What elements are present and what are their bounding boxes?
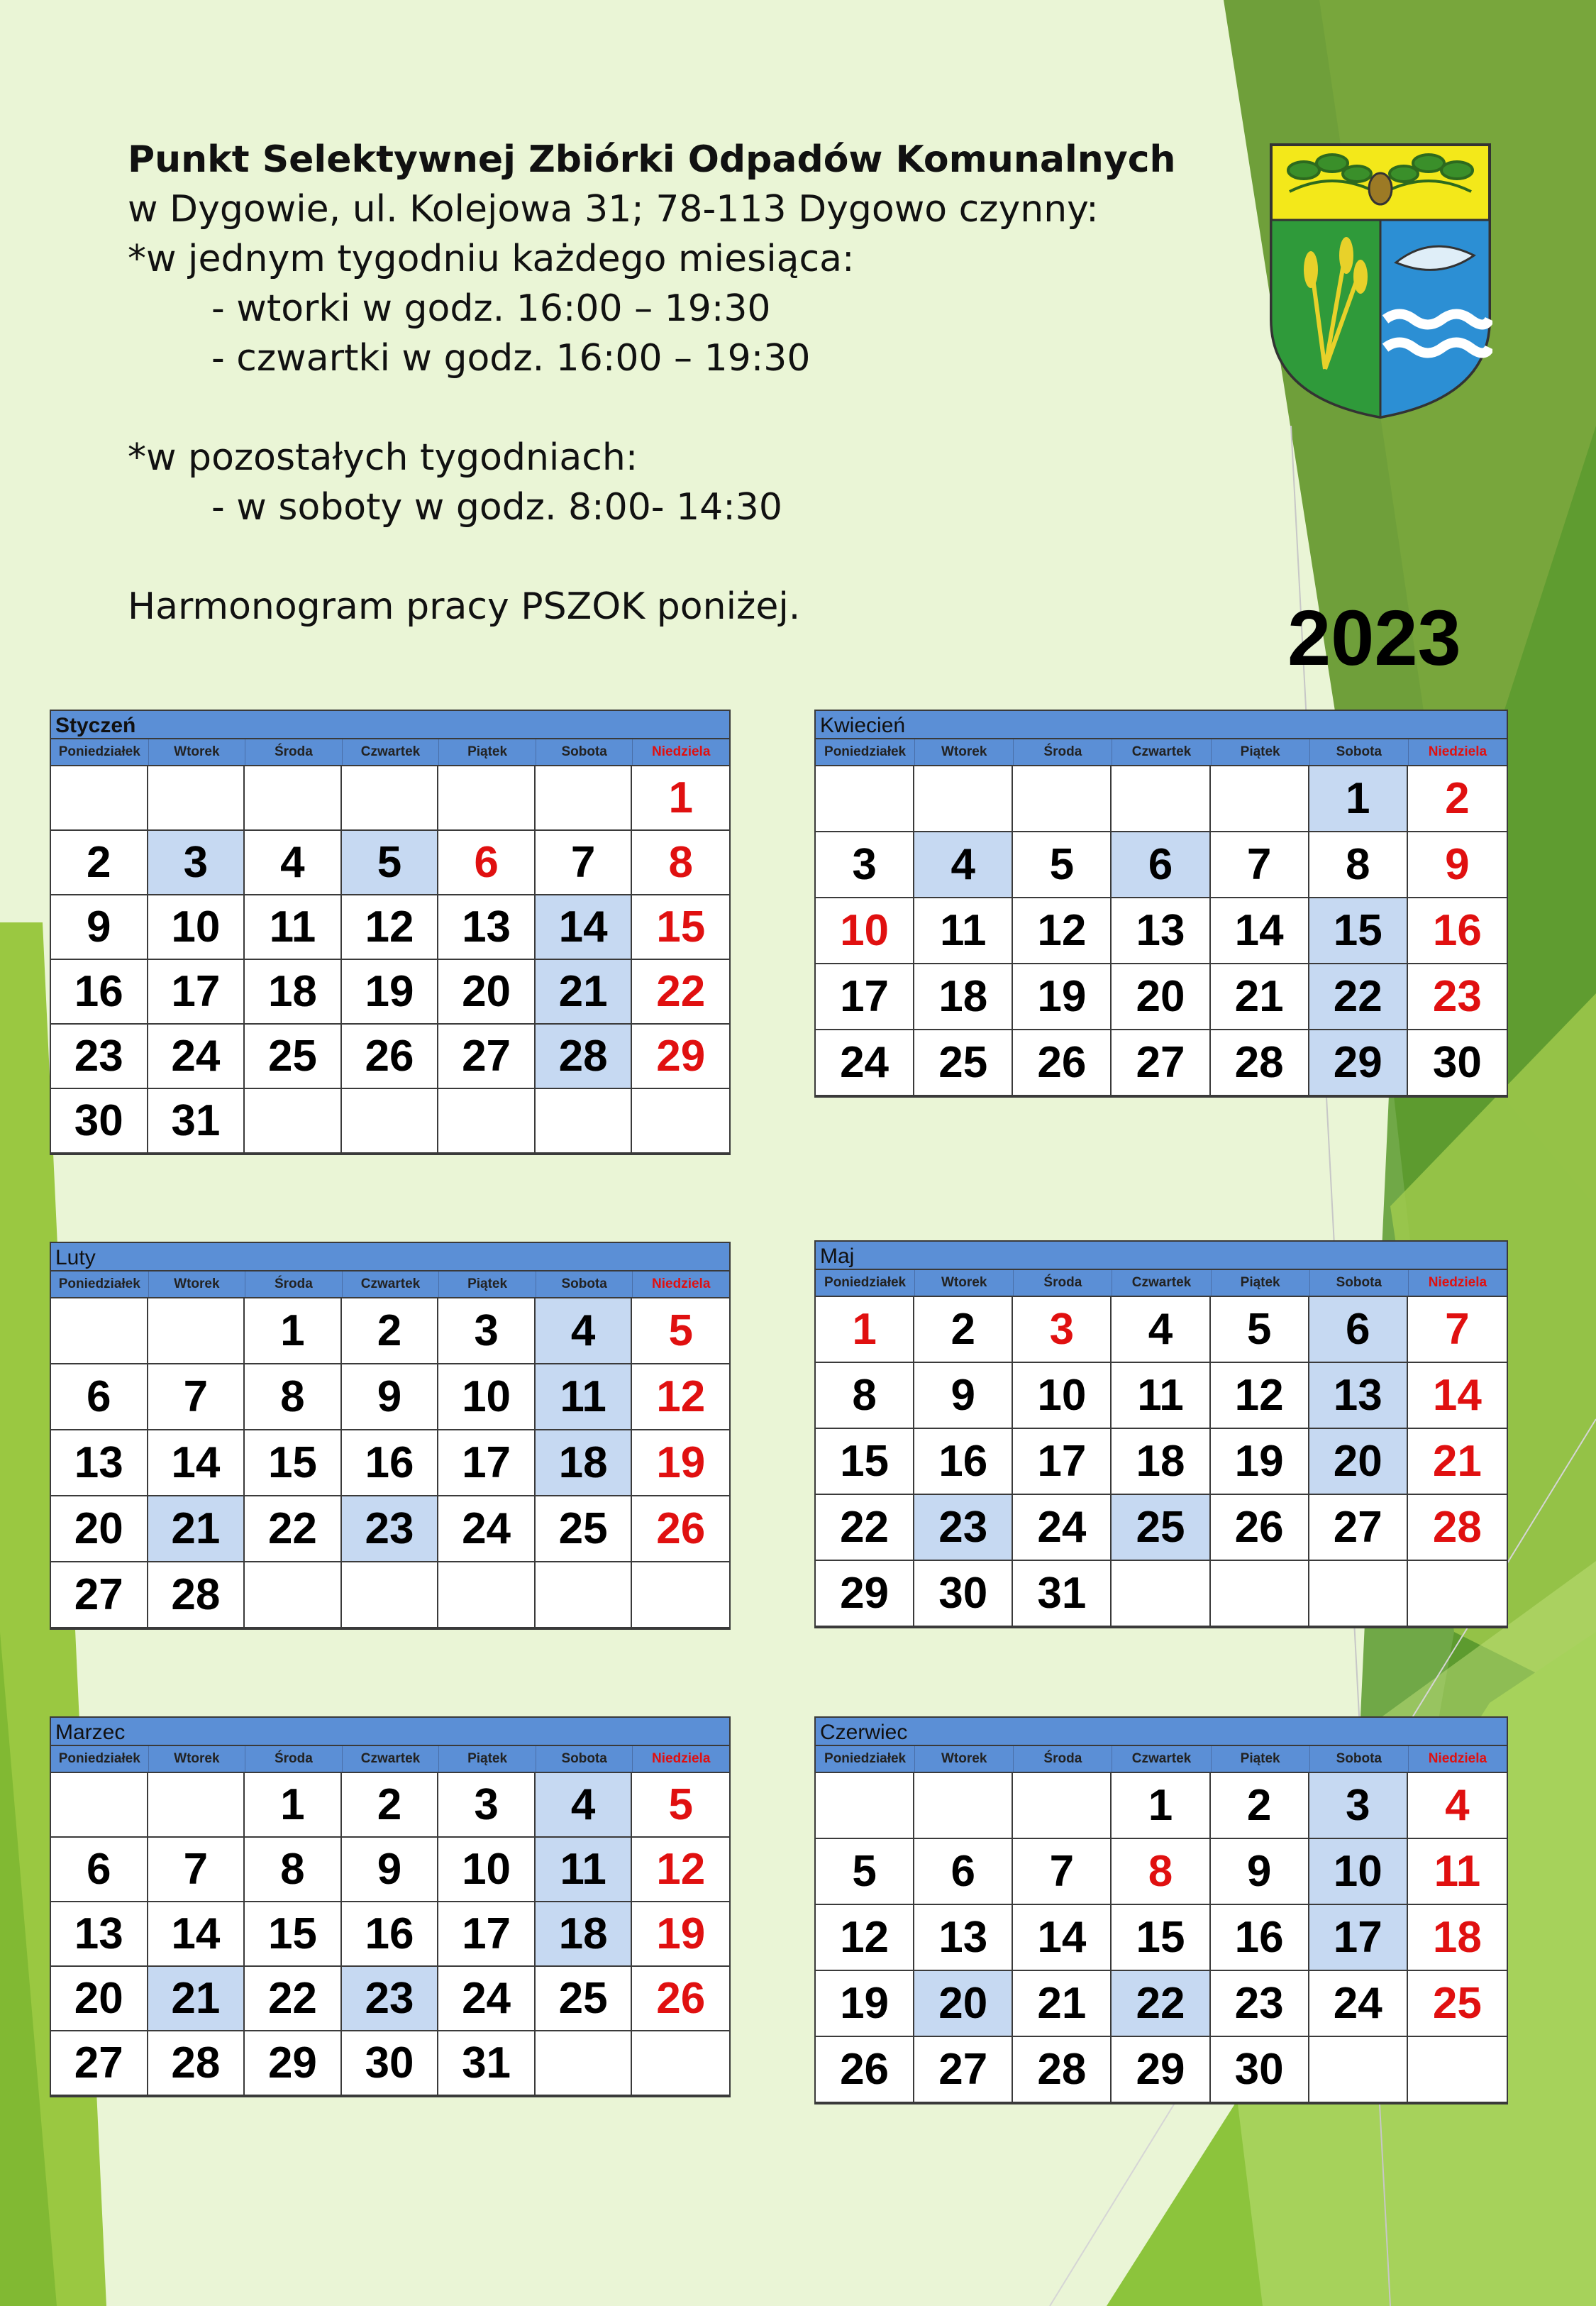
day-cell: 11 — [1112, 1363, 1210, 1429]
day-cell: 21 — [1408, 1429, 1507, 1495]
day-cell: 30 — [51, 1089, 148, 1154]
day-cell: 17 — [438, 1430, 536, 1496]
empty-day-cell — [632, 1089, 729, 1154]
empty-day-cell — [438, 766, 536, 831]
day-cell: 24 — [816, 1030, 914, 1096]
day-cell: 25 — [245, 1025, 342, 1089]
info-schedule-other: *w pozostałych tygodniach: — [128, 436, 638, 479]
day-cell: 26 — [342, 1025, 439, 1089]
empty-day-cell — [1309, 2037, 1408, 2103]
info-schedule-monthly: *w jednym tygodniu każdego miesiąca: — [128, 238, 855, 280]
day-cell: 22 — [1309, 964, 1408, 1030]
empty-day-cell — [1112, 1561, 1210, 1627]
weekday-label: Poniedziałek — [824, 1275, 907, 1290]
day-cell: 8 — [632, 831, 729, 895]
day-cell: 29 — [1112, 2037, 1210, 2103]
day-cell: 30 — [1408, 1030, 1507, 1096]
weekday-label: Piątek — [1211, 1270, 1309, 1296]
weekday-header-row — [814, 1746, 1508, 1773]
month-calendar-june — [814, 1716, 1508, 2104]
day-cell: 5 — [1211, 1297, 1309, 1363]
day-cell: 16 — [51, 960, 148, 1025]
day-cell: 4 — [914, 832, 1013, 898]
day-grid — [50, 1773, 731, 2097]
day-cell: 13 — [1112, 898, 1210, 964]
day-cell: 14 — [1408, 1363, 1507, 1429]
empty-day-cell — [148, 766, 245, 831]
weekday-label: Piątek — [438, 1746, 536, 1772]
day-cell: 10 — [1013, 1363, 1112, 1429]
empty-day-cell — [1112, 766, 1210, 832]
day-cell: 29 — [632, 1025, 729, 1089]
month-calendar-march — [50, 1716, 731, 2097]
day-cell: 13 — [51, 1902, 148, 1967]
day-cell: 10 — [148, 895, 245, 960]
day-cell: 25 — [1112, 1495, 1210, 1561]
weekday-label: Czwartek — [1112, 1270, 1210, 1296]
day-cell: 24 — [438, 1967, 536, 2031]
day-cell: 2 — [1211, 1773, 1309, 1839]
day-cell: 7 — [1408, 1297, 1507, 1363]
day-cell: 8 — [245, 1838, 342, 1902]
day-cell: 2 — [342, 1773, 439, 1838]
day-cell: 15 — [245, 1902, 342, 1967]
info-saturday-hours: - w soboty w godz. 8:00- 14:30 — [211, 486, 782, 529]
day-cell: 26 — [816, 2037, 914, 2103]
day-cell: 18 — [536, 1430, 633, 1496]
day-cell: 23 — [51, 1025, 148, 1089]
day-cell: 14 — [1211, 898, 1309, 964]
day-cell: 23 — [342, 1967, 439, 2031]
day-cell: 28 — [1211, 1030, 1309, 1096]
day-cell: 3 — [148, 831, 245, 895]
day-cell: 15 — [245, 1430, 342, 1496]
day-cell: 24 — [148, 1025, 245, 1089]
day-cell: 12 — [816, 1905, 914, 1971]
weekday-label: Sobota — [536, 1271, 633, 1297]
day-cell: 9 — [1211, 1839, 1309, 1905]
weekday-label: Sobota — [1309, 1746, 1408, 1772]
day-cell: 14 — [148, 1902, 245, 1967]
day-cell: 11 — [245, 895, 342, 960]
day-cell: 22 — [245, 1967, 342, 2031]
empty-day-cell — [632, 1562, 729, 1628]
day-cell: 29 — [1309, 1030, 1408, 1096]
day-cell: 10 — [438, 1364, 536, 1430]
day-cell: 2 — [51, 831, 148, 895]
day-cell: 5 — [632, 1773, 729, 1838]
weekday-label: Piątek — [438, 739, 536, 765]
day-cell: 7 — [1211, 832, 1309, 898]
day-cell: 1 — [632, 766, 729, 831]
weekday-label: Wtorek — [914, 739, 1013, 765]
day-cell: 7 — [148, 1838, 245, 1902]
day-cell: 18 — [1112, 1429, 1210, 1495]
weekday-label: Poniedziałek — [58, 1751, 140, 1766]
day-cell: 16 — [342, 1430, 439, 1496]
day-cell: 13 — [51, 1430, 148, 1496]
day-cell: 20 — [914, 1971, 1013, 2037]
day-cell: 25 — [1408, 1971, 1507, 2037]
day-cell: 9 — [51, 895, 148, 960]
day-cell: 6 — [438, 831, 536, 895]
empty-day-cell — [342, 1562, 439, 1628]
weekday-label: Niedziela — [1408, 1746, 1507, 1772]
day-cell: 11 — [1408, 1839, 1507, 1905]
day-cell: 31 — [1013, 1561, 1112, 1627]
day-grid — [50, 766, 731, 1155]
month-title: Luty — [50, 1242, 731, 1271]
weekday-label: Piątek — [1211, 1746, 1309, 1772]
day-cell: 6 — [1309, 1297, 1408, 1363]
weekday-label: Czwartek — [1112, 1746, 1210, 1772]
day-cell: 18 — [245, 960, 342, 1025]
day-cell: 8 — [1112, 1839, 1210, 1905]
empty-day-cell — [536, 2031, 633, 2096]
day-cell: 3 — [438, 1773, 536, 1838]
weekday-header-row — [814, 1270, 1508, 1297]
day-cell: 12 — [1013, 898, 1112, 964]
weekday-header-row — [50, 739, 731, 766]
day-cell: 1 — [1112, 1773, 1210, 1839]
weekday-label: Wtorek — [148, 1271, 245, 1297]
day-cell: 27 — [1112, 1030, 1210, 1096]
empty-day-cell — [438, 1562, 536, 1628]
day-cell: 10 — [1309, 1839, 1408, 1905]
empty-day-cell — [342, 1089, 439, 1154]
empty-day-cell — [51, 766, 148, 831]
day-cell: 10 — [438, 1838, 536, 1902]
day-cell: 11 — [536, 1364, 633, 1430]
empty-day-cell — [816, 766, 914, 832]
empty-day-cell — [51, 1773, 148, 1838]
empty-day-cell — [148, 1773, 245, 1838]
day-cell: 19 — [342, 960, 439, 1025]
empty-day-cell — [245, 1089, 342, 1154]
day-cell: 3 — [438, 1298, 536, 1364]
day-cell: 9 — [1408, 832, 1507, 898]
month-calendar-may — [814, 1240, 1508, 1628]
day-cell: 29 — [816, 1561, 914, 1627]
day-cell: 28 — [148, 1562, 245, 1628]
weekday-header-row — [814, 739, 1508, 766]
weekday-label: Środa — [1013, 1746, 1112, 1772]
empty-day-cell — [1309, 1561, 1408, 1627]
day-cell: 26 — [1013, 1030, 1112, 1096]
day-cell: 8 — [1309, 832, 1408, 898]
day-cell: 26 — [632, 1967, 729, 2031]
day-cell: 1 — [245, 1298, 342, 1364]
day-cell: 31 — [438, 2031, 536, 2096]
empty-day-cell — [1013, 1773, 1112, 1839]
weekday-label: Wtorek — [914, 1270, 1013, 1296]
empty-day-cell — [438, 1089, 536, 1154]
month-calendar-january — [50, 710, 731, 1155]
day-cell: 22 — [245, 1496, 342, 1562]
day-cell: 18 — [1408, 1905, 1507, 1971]
day-cell: 24 — [1309, 1971, 1408, 2037]
day-cell: 2 — [914, 1297, 1013, 1363]
day-cell: 14 — [536, 895, 633, 960]
weekday-label: Poniedziałek — [58, 1276, 140, 1291]
empty-day-cell — [1408, 2037, 1507, 2103]
day-cell: 21 — [148, 1967, 245, 2031]
empty-day-cell — [148, 1298, 245, 1364]
day-cell: 29 — [245, 2031, 342, 2096]
day-cell: 1 — [816, 1297, 914, 1363]
info-address: w Dygowie, ul. Kolejowa 31; 78-113 Dygowo czynny: — [128, 188, 1099, 231]
day-cell: 11 — [914, 898, 1013, 964]
day-cell: 18 — [914, 964, 1013, 1030]
day-cell: 20 — [438, 960, 536, 1025]
day-cell: 23 — [1408, 964, 1507, 1030]
day-cell: 4 — [536, 1298, 633, 1364]
day-cell: 5 — [1013, 832, 1112, 898]
day-cell: 13 — [914, 1905, 1013, 1971]
day-grid — [814, 766, 1508, 1098]
weekday-label: Środa — [1013, 739, 1112, 765]
empty-day-cell — [816, 1773, 914, 1839]
empty-day-cell — [51, 1298, 148, 1364]
day-cell: 28 — [148, 2031, 245, 2096]
day-cell: 17 — [438, 1902, 536, 1967]
weekday-label: Piątek — [1211, 739, 1309, 765]
day-cell: 6 — [1112, 832, 1210, 898]
weekday-label: Czwartek — [342, 739, 439, 765]
weekday-label: Czwartek — [342, 1271, 439, 1297]
day-cell: 13 — [438, 895, 536, 960]
day-cell: 12 — [632, 1838, 729, 1902]
day-cell: 15 — [632, 895, 729, 960]
day-cell: 14 — [1013, 1905, 1112, 1971]
day-grid — [814, 1297, 1508, 1628]
day-cell: 19 — [632, 1430, 729, 1496]
day-cell: 21 — [148, 1496, 245, 1562]
month-title: Styczeń — [50, 710, 731, 739]
day-cell: 15 — [816, 1429, 914, 1495]
day-cell: 3 — [816, 832, 914, 898]
day-cell: 31 — [148, 1089, 245, 1154]
day-cell: 25 — [536, 1496, 633, 1562]
day-cell: 20 — [51, 1496, 148, 1562]
weekday-label: Niedziela — [632, 1746, 729, 1772]
weekday-label: Sobota — [536, 739, 633, 765]
weekday-label: Środa — [245, 1746, 342, 1772]
day-cell: 9 — [914, 1363, 1013, 1429]
day-cell: 28 — [1408, 1495, 1507, 1561]
day-cell: 27 — [1309, 1495, 1408, 1561]
day-cell: 7 — [148, 1364, 245, 1430]
empty-day-cell — [245, 1562, 342, 1628]
day-cell: 23 — [1211, 1971, 1309, 2037]
day-cell: 1 — [245, 1773, 342, 1838]
day-cell: 19 — [1211, 1429, 1309, 1495]
weekday-label: Sobota — [1309, 1270, 1408, 1296]
day-cell: 12 — [632, 1364, 729, 1430]
day-cell: 21 — [1211, 964, 1309, 1030]
empty-day-cell — [245, 766, 342, 831]
day-cell: 17 — [1013, 1429, 1112, 1495]
day-cell: 7 — [536, 831, 633, 895]
day-grid — [50, 1298, 731, 1630]
day-cell: 9 — [342, 1364, 439, 1430]
day-cell: 23 — [342, 1496, 439, 1562]
coat-of-arms-icon — [1268, 142, 1492, 420]
month-title: Czerwiec — [814, 1716, 1508, 1746]
weekday-label: Niedziela — [1408, 1270, 1507, 1296]
weekday-label: Poniedziałek — [824, 744, 907, 759]
day-cell: 4 — [1408, 1773, 1507, 1839]
month-calendar-april — [814, 710, 1508, 1098]
weekday-label: Poniedziałek — [58, 744, 140, 759]
weekday-label: Poniedziałek — [824, 1751, 907, 1766]
empty-day-cell — [1013, 766, 1112, 832]
day-cell: 22 — [632, 960, 729, 1025]
day-cell: 9 — [342, 1838, 439, 1902]
day-cell: 3 — [1309, 1773, 1408, 1839]
weekday-label: Środa — [245, 739, 342, 765]
day-cell: 17 — [148, 960, 245, 1025]
day-cell: 20 — [1309, 1429, 1408, 1495]
day-cell: 12 — [1211, 1363, 1309, 1429]
day-cell: 4 — [245, 831, 342, 895]
day-cell: 26 — [1211, 1495, 1309, 1561]
weekday-label: Czwartek — [342, 1746, 439, 1772]
day-cell: 14 — [148, 1430, 245, 1496]
day-cell: 6 — [51, 1364, 148, 1430]
empty-day-cell — [536, 1562, 633, 1628]
day-cell: 7 — [1013, 1839, 1112, 1905]
day-cell: 30 — [342, 2031, 439, 2096]
weekday-label: Środa — [1013, 1270, 1112, 1296]
weekday-label: Wtorek — [148, 1746, 245, 1772]
day-cell: 25 — [536, 1967, 633, 2031]
month-title: Maj — [814, 1240, 1508, 1270]
day-cell: 3 — [1013, 1297, 1112, 1363]
empty-day-cell — [1211, 766, 1309, 832]
empty-day-cell — [1408, 1561, 1507, 1627]
weekday-label: Środa — [245, 1271, 342, 1297]
weekday-label: Wtorek — [148, 739, 245, 765]
info-title: Punkt Selektywnej Zbiórki Odpadów Komunalnych — [128, 138, 1176, 181]
empty-day-cell — [632, 2031, 729, 2096]
empty-day-cell — [342, 766, 439, 831]
day-cell: 28 — [1013, 2037, 1112, 2103]
day-cell: 15 — [1112, 1905, 1210, 1971]
empty-day-cell — [1211, 1561, 1309, 1627]
day-cell: 12 — [342, 895, 439, 960]
day-cell: 19 — [1013, 964, 1112, 1030]
day-grid — [814, 1773, 1508, 2104]
day-cell: 8 — [816, 1363, 914, 1429]
weekday-label: Sobota — [536, 1746, 633, 1772]
weekday-header-row — [50, 1746, 731, 1773]
day-cell: 24 — [438, 1496, 536, 1562]
day-cell: 2 — [1408, 766, 1507, 832]
day-cell: 20 — [1112, 964, 1210, 1030]
weekday-label: Niedziela — [632, 1271, 729, 1297]
day-cell: 16 — [342, 1902, 439, 1967]
empty-day-cell — [536, 1089, 633, 1154]
day-cell: 5 — [342, 831, 439, 895]
day-cell: 17 — [1309, 1905, 1408, 1971]
day-cell: 19 — [816, 1971, 914, 2037]
day-cell: 30 — [914, 1561, 1013, 1627]
empty-day-cell — [914, 1773, 1013, 1839]
day-cell: 16 — [1211, 1905, 1309, 1971]
month-title: Marzec — [50, 1716, 731, 1746]
pszok-info — [128, 135, 1176, 631]
day-cell: 23 — [914, 1495, 1013, 1561]
empty-day-cell — [536, 766, 633, 831]
day-cell: 27 — [51, 1562, 148, 1628]
day-cell: 11 — [536, 1838, 633, 1902]
weekday-label: Sobota — [1309, 739, 1408, 765]
day-cell: 1 — [1309, 766, 1408, 832]
day-cell: 24 — [1013, 1495, 1112, 1561]
day-cell: 17 — [816, 964, 914, 1030]
weekday-label: Niedziela — [1408, 739, 1507, 765]
day-cell: 6 — [51, 1838, 148, 1902]
day-cell: 21 — [536, 960, 633, 1025]
info-thursday-hours: - czwartki w godz. 16:00 – 19:30 — [211, 337, 811, 380]
day-cell: 19 — [632, 1902, 729, 1967]
weekday-label: Niedziela — [632, 739, 729, 765]
day-cell: 27 — [438, 1025, 536, 1089]
day-cell: 16 — [914, 1429, 1013, 1495]
day-cell: 27 — [914, 2037, 1013, 2103]
day-cell: 26 — [632, 1496, 729, 1562]
info-harmonogram: Harmonogram pracy PSZOK poniżej. — [128, 585, 801, 628]
day-cell: 28 — [536, 1025, 633, 1089]
day-cell: 21 — [1013, 1971, 1112, 2037]
day-cell: 20 — [51, 1967, 148, 2031]
day-cell: 4 — [536, 1773, 633, 1838]
day-cell: 5 — [816, 1839, 914, 1905]
day-cell: 22 — [816, 1495, 914, 1561]
day-cell: 27 — [51, 2031, 148, 2096]
empty-day-cell — [914, 766, 1013, 832]
month-calendar-february — [50, 1242, 731, 1630]
day-cell: 10 — [816, 898, 914, 964]
day-cell: 25 — [914, 1030, 1013, 1096]
day-cell: 5 — [632, 1298, 729, 1364]
day-cell: 2 — [342, 1298, 439, 1364]
day-cell: 16 — [1408, 898, 1507, 964]
day-cell: 4 — [1112, 1297, 1210, 1363]
day-cell: 15 — [1309, 898, 1408, 964]
year-label: 2023 — [1287, 595, 1461, 682]
weekday-label: Piątek — [438, 1271, 536, 1297]
month-title: Kwiecień — [814, 710, 1508, 739]
day-cell: 6 — [914, 1839, 1013, 1905]
day-cell: 8 — [245, 1364, 342, 1430]
day-cell: 30 — [1211, 2037, 1309, 2103]
weekday-label: Wtorek — [914, 1746, 1013, 1772]
day-cell: 18 — [536, 1902, 633, 1967]
weekday-header-row — [50, 1271, 731, 1298]
weekday-label: Czwartek — [1112, 739, 1210, 765]
info-tuesday-hours: - wtorki w godz. 16:00 – 19:30 — [211, 287, 771, 330]
day-cell: 13 — [1309, 1363, 1408, 1429]
day-cell: 22 — [1112, 1971, 1210, 2037]
